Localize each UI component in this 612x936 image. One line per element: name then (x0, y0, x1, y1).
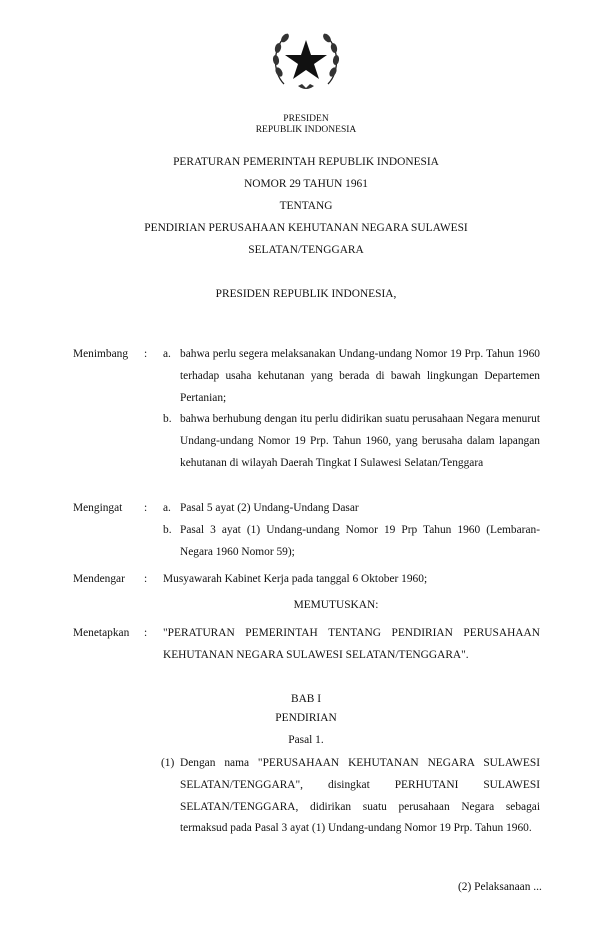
item-marker: b. (163, 413, 172, 425)
memutuskan-heading: MEMUTUSKAN: (293, 599, 379, 611)
mengingat-label: Mengingat (73, 502, 123, 514)
header-republic: REPUBLIK INDONESIA (255, 125, 357, 135)
mendengar-label: Mendengar (73, 573, 125, 585)
mendengar-text: Musyawarah Kabinet Kerja pada tanggal 6 Oktober 1960; (163, 573, 428, 585)
mengingat-item-a: Pasal 5 ayat (2) Undang-Undang Dasar (180, 502, 359, 514)
menimbang-label: Menimbang (73, 348, 129, 360)
pasal-heading: Pasal 1. (288, 734, 324, 746)
item-marker: a. (163, 348, 171, 360)
item-marker: (1) (161, 757, 175, 769)
title-line: PENDIRIAN PERUSAHAAN KEHUTANAN NEGARA SULAWESI (144, 222, 468, 234)
issuer: PRESIDEN REPUBLIK INDONESIA, (215, 288, 397, 300)
garuda-star-emblem-icon (270, 26, 342, 94)
bab-number: BAB I (290, 693, 322, 705)
page-continuation: (2) Pelaksanaan ... (458, 881, 542, 893)
colon: : (144, 502, 148, 514)
title-line: PERATURAN PEMERINTAH REPUBLIK INDONESIA (173, 156, 439, 168)
menimbang-item-b: bahwa berhubung dengan itu perlu didirikan suatu perusahaan Negara menurut Undang-undang Nomor 19 Prp. Tahun 1960, yang berusaha dalam lapangan kehutanan di wilayah Daerah Tingkat I Sulawesi Selatan/Tenggara (180, 413, 540, 469)
title-line: NOMOR 29 TAHUN 1961 (244, 178, 368, 190)
colon: : (144, 573, 148, 585)
bab-title: PENDIRIAN (275, 712, 337, 724)
menetapkan-text: "PERATURAN PEMERINTAH TENTANG PENDIRIAN PERUSAHAAN KEHUTANAN NEGARA SULAWESI SELATAN/TENGGARA". (163, 627, 540, 661)
pasal-1-item-1: Dengan nama "PERUSAHAAN KEHUTANAN NEGARA SULAWESI SELATAN/TENGGARA", disingkat PERHUTANI SULAWESI SELATAN/TENGGARA, didirikan suatu perusahaan Negara sebagai termaksud pada Pasal 3 ayat (1) Undang-undang Nomor 19 Prp. Tahun 1960. (180, 757, 540, 835)
title-line: TENTANG (279, 200, 333, 212)
item-marker: b. (163, 524, 172, 536)
header-president: PRESIDEN (283, 114, 329, 124)
colon: : (144, 348, 148, 360)
menetapkan-label: Menetapkan (73, 627, 130, 639)
title-line: SELATAN/TENGGARA (248, 244, 364, 256)
menimbang-item-a: bahwa perlu segera melaksanakan Undang-undang Nomor 19 Prp. Tahun 1960 terhadap usaha kehutanan yang berada di bawah lingkungan Departemen Pertanian; (180, 348, 540, 404)
item-marker: a. (163, 502, 171, 514)
mengingat-item-b: Pasal 3 ayat (1) Undang-undang Nomor 19 Prp Tahun 1960 (Lembaran-Negara 1960 Nomor 59); (180, 524, 540, 558)
colon: : (144, 627, 148, 639)
